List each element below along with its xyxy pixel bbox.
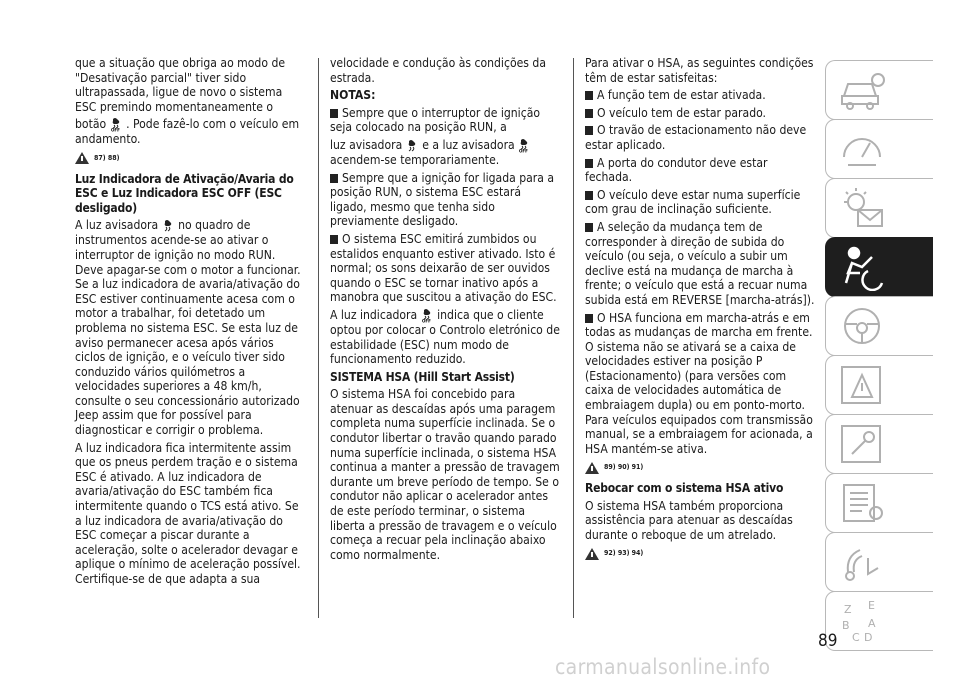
column-3 — [585, 56, 815, 567]
text: indica que o cliente optou por colocar o Controlo eletrónico de estabilidade (ESC) num modo de funcionamento reduzido. — [330, 307, 560, 367]
text: Sempre que o interruptor de ignição seja colocado na posição RUN, a — [330, 105, 541, 135]
bullet-square-icon — [585, 314, 593, 323]
column-2 — [330, 56, 560, 565]
bullet-square-icon — [585, 91, 593, 100]
warning-triangle-icon — [585, 548, 599, 560]
bullet-square-icon — [585, 191, 593, 200]
warning-triangle-icon — [585, 462, 599, 474]
tab-technical[interactable] — [825, 473, 933, 533]
svg-text:OFF: OFF — [421, 318, 431, 323]
text: . Pode fazê-lo com o veículo em andamento. — [75, 117, 300, 147]
bullet-square-icon — [330, 235, 338, 244]
esc-icon — [406, 138, 419, 153]
section-heading: SISTEMA HSA (Hill Start Assist) — [330, 369, 515, 384]
tab-dashboard[interactable] — [825, 119, 933, 179]
bullet-square-icon — [330, 109, 338, 118]
svg-text:B: B — [842, 619, 850, 632]
list-item — [585, 106, 815, 121]
text: luz avisadora — [330, 137, 403, 152]
paragraph — [330, 138, 560, 168]
safety-icon — [838, 243, 888, 291]
tab-warning[interactable] — [825, 178, 933, 238]
paragraph: Para ativar o HSA, as seguintes condições têm de estar satisfeitas: — [585, 56, 814, 85]
warning-triangle-icon — [75, 152, 89, 164]
svg-text:Z: Z — [844, 603, 852, 616]
dashboard-lights-icon — [838, 125, 888, 173]
warning-ref — [75, 151, 305, 166]
text: O veículo tem de estar parado. — [597, 105, 766, 120]
text: A luz avisadora — [75, 218, 159, 233]
text: botão — [75, 117, 107, 132]
list-item — [585, 156, 815, 185]
column-1 — [75, 56, 305, 590]
column-divider — [573, 58, 574, 618]
bullet-square-icon — [585, 109, 593, 118]
bullet-square-icon — [330, 174, 338, 183]
list-item — [585, 123, 815, 152]
paragraph — [75, 218, 305, 437]
text: A seleção da mudança tem de corresponder à direção de subida do veículo (ou seja, o veículo a subir um declive está na mudança de marcha à frente; o veículo que está a recuar numa subida está em REVERSE [marcha-atrás]). — [585, 219, 815, 307]
tab-car-info[interactable] — [825, 60, 933, 120]
warning-ref — [585, 546, 815, 561]
list-item — [585, 220, 815, 308]
paragraph — [330, 308, 560, 367]
svg-text:OFF: OFF — [110, 127, 120, 133]
paragraph: O sistema HSA também proporciona assistência para atenuar as descaídas durante o reboque de um atrelado. — [585, 498, 793, 542]
text: acendem-se temporariamente. — [330, 152, 500, 167]
bullet-square-icon — [585, 159, 593, 168]
service-list-icon — [838, 479, 888, 527]
text: e a luz avisadora — [422, 137, 515, 152]
tab-multimedia[interactable] — [825, 532, 933, 592]
text: O sistema ESC emitirá zumbidos ou estalidos enquanto estiver ativado. Isto é normal; os sons deixarão de ser ouvidos quando o ESC se tornar inativo após a manobra que suscitou a ativação do ESC. — [330, 231, 557, 305]
esc-off-icon — [110, 117, 123, 132]
svg-text:OFF: OFF — [519, 148, 529, 153]
text: O HSA funciona em marcha-atrás e em todas as mudanças de marcha em frente. O sistema não se ativará se a caixa de velocidades estiver na posição P (Estacionamento) (para versões com caixa de velocidades automática de embraiagem dupla) ou em ponto-morto. Para veículos equipados com transmissão manual, se a embraiagem for acionada, a HSA mantém-se ativa. — [585, 310, 813, 456]
note-item — [330, 106, 560, 135]
index-icon — [838, 597, 888, 645]
steering-wheel-icon — [838, 302, 888, 350]
notes-label: NOTAS: — [330, 88, 376, 103]
note-item — [330, 171, 560, 229]
warning-envelope-icon — [838, 184, 888, 232]
tab-safety[interactable] — [825, 237, 933, 297]
tab-steering[interactable] — [825, 296, 933, 356]
car-info-icon — [838, 66, 888, 114]
bullet-square-icon — [585, 223, 593, 232]
paragraph: O sistema HSA foi concebido para atenuar as descaídas após uma paragem completa numa superfície inclinada. Se o condutor libertar o travão quando parado numa superfície inclinada, o sistema HSA continua a manter a pressão de travagem durante um breve período de tempo. Se o condutor não aplicar o acelerador antes de este período terminar, o sistema liberta a pressão de travagem e o veículo começa a recuar pela inclinação abaixo como normalmente. — [330, 387, 560, 562]
multimedia-icon — [838, 538, 888, 586]
conditions-list — [585, 88, 815, 456]
road-warning-icon — [838, 361, 888, 409]
paragraph: A luz indicadora fica intermitente assim que os pneus perdem tração e o sistema ESC é ativado. A luz indicadora de avaria/ativação do ESC também fica intermitente quando o TCS está ativo. Se a luz indicadora de avaria/ativação do ESC começar a piscar durante a aceleração, solte o acelerador devagar e aplique o mínimo de aceleração possível. Certifique-se de que adapta a sua — [75, 440, 301, 586]
text: O veículo deve estar numa superfície com grau de inclinação suficiente. — [585, 187, 801, 217]
text: O travão de estacionamento não deve estar aplicado. — [585, 123, 807, 152]
svg-text:D: D — [864, 631, 873, 644]
svg-text:E: E — [868, 599, 875, 612]
esc-icon — [162, 218, 175, 233]
paragraph — [75, 117, 305, 147]
column-divider — [318, 58, 319, 618]
text: Sempre que a ignição for ligada para a posição RUN, o sistema ESC estará ligado, mesmo que tenha sido previamente desligado. — [330, 170, 555, 229]
tab-emergency[interactable] — [825, 355, 933, 415]
paragraph: velocidade e condução às condições da estrada. — [330, 56, 546, 85]
text: A função tem de estar ativada. — [597, 88, 766, 103]
tab-index[interactable] — [825, 591, 933, 651]
ref-numbers: 87) 88) — [94, 153, 120, 162]
esc-off-icon — [518, 138, 531, 153]
list-item — [585, 88, 815, 103]
esc-off-icon — [421, 308, 434, 323]
tab-maintenance[interactable] — [825, 414, 933, 474]
wrench-icon — [838, 420, 888, 468]
svg-text:A: A — [868, 617, 876, 630]
bullet-square-icon — [585, 126, 593, 135]
note-item — [330, 232, 560, 305]
page-number: 89 — [818, 631, 838, 651]
list-item — [585, 311, 815, 457]
paragraph: que a situação que obriga ao modo de "Desativação parcial" tiver sido ultrapassada, ligue de novo o sistema ESC premindo momentaneamente o — [75, 56, 286, 114]
watermark: carmanualsonline.info — [555, 655, 771, 679]
ref-numbers: 89) 90) 91) — [604, 463, 644, 472]
svg-text:C: C — [852, 631, 860, 644]
section-heading: Luz Indicadora de Ativação/Avaria do ESC e Luz Indicadora ESC OFF (ESC desligado) — [75, 171, 294, 215]
ref-numbers: 92) 93) 94) — [604, 549, 644, 558]
text: A luz indicadora — [330, 307, 418, 322]
section-heading: Rebocar com o sistema HSA ativo — [585, 481, 784, 496]
warning-ref — [585, 460, 815, 475]
text: A porta do condutor deve estar fechada. — [585, 155, 768, 185]
list-item — [585, 188, 815, 217]
text: no quadro de instrumentos acende-se ao ativar o interruptor de ignição no modo RUN. Deve apagar-se com o motor a funcionar. Se a luz indicadora de avaria/ativação do ESC estiver continuamente acesa com o motor a trabalhar, foi detetado um problema no sistema ESC. Se esta luz de aviso permanecer acesa após vários ciclos de ignição, e o veículo tiver sido conduzido vários quilómetros a velocidades superiores a 48 km/h, consulte o seu concessionário autorizado Jeep assim que for possível para diagnosticar e corrigir o problema. — [75, 218, 301, 438]
